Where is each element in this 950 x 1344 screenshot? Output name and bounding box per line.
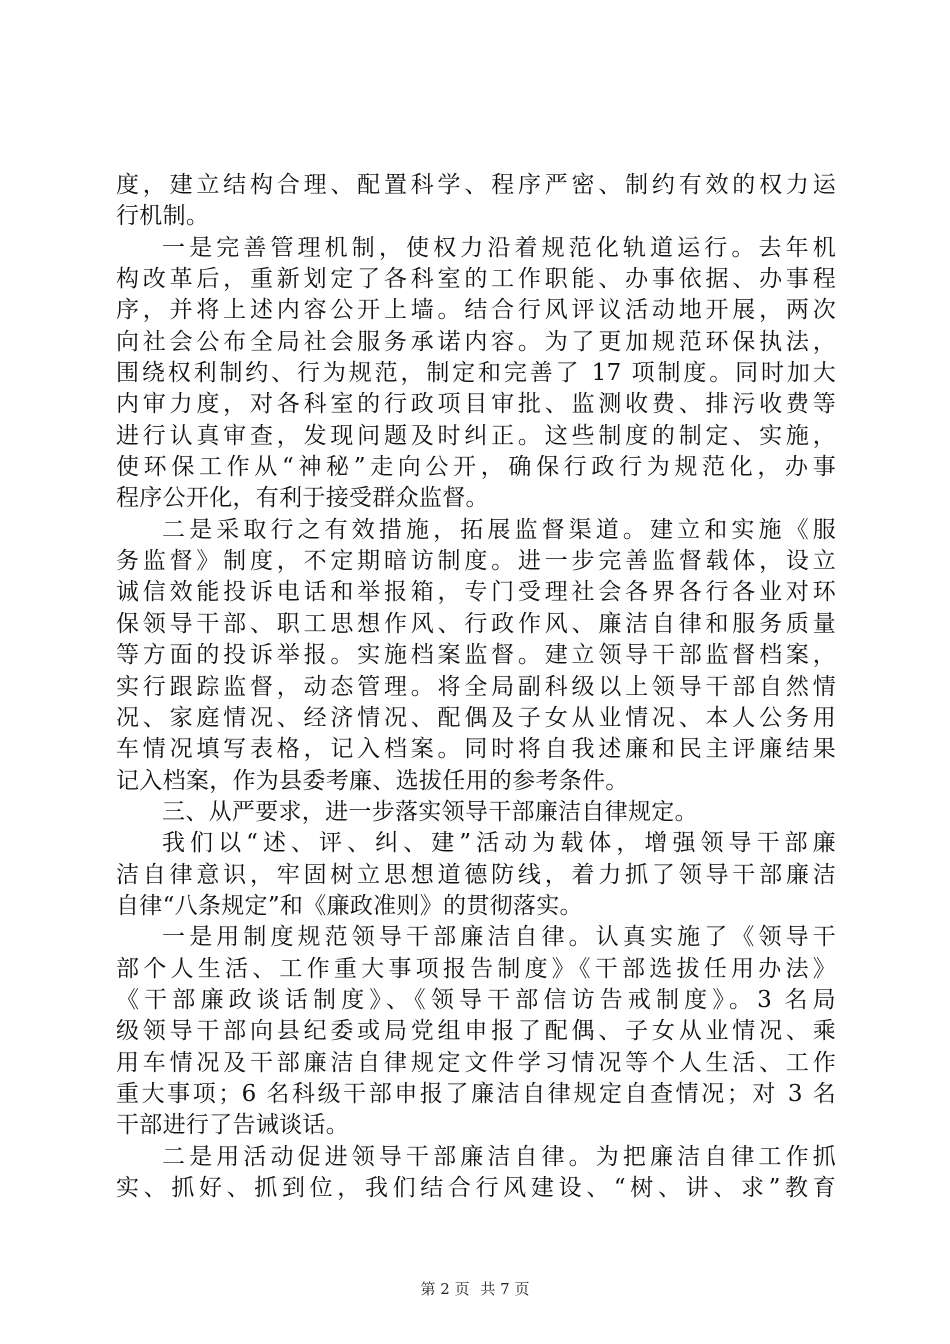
- text-line: 行机制。: [116, 203, 210, 230]
- text-line: 围绕权利制约、行为规范，制定和完善了 17 项制度。同时加大: [116, 360, 836, 387]
- text-line: 内审力度，对各科室的行政项目审批、监测收费、排污收费等: [116, 391, 836, 418]
- text-line: 实、抓好、抓到位，我们结合行风建设、“树、讲、求”教育: [116, 1175, 836, 1201]
- text-line: 构改革后，重新划定了各科室的工作职能、办事依据、办事程: [116, 266, 836, 293]
- text-line: 用车情况及干部廉洁自律规定文件学习情况等个人生活、工作: [116, 1049, 836, 1076]
- text-line: 我们以“述、评、纠、建”活动为载体，增强领导干部廉: [162, 830, 836, 857]
- text-line: 记入档案，作为县委考廉、选拔任用的参考条件。: [116, 767, 629, 794]
- page-total: 共 7 页: [480, 1280, 530, 1298]
- text-line: 进行认真审查，发现问题及时纠正。这些制度的制定、实施，: [116, 422, 836, 449]
- page-number: 第 2 页: [420, 1280, 470, 1298]
- text-line: 洁自律意识，牢固树立思想道德防线，着力抓了领导干部廉洁: [116, 861, 836, 888]
- text-line: 序，并将上述内容公开上墙。结合行风评议活动地开展，两次: [116, 297, 836, 324]
- text-line: 务监督》制度，不定期暗访制度。进一步完善监督载体，设立: [116, 548, 836, 575]
- text-line: 向社会公布全局社会服务承诺内容。为了更加规范环保执法，: [116, 328, 836, 355]
- text-line: 自律“八条规定”和《廉政准则》的贯彻落实。: [116, 892, 583, 919]
- text-line: 干部进行了告诫谈话。: [116, 1112, 349, 1139]
- text-line: 使环保工作从“神秘”走向公开，确保行政行为规范化，办事: [116, 454, 836, 481]
- text-line: 度，建立结构合理、配置科学、程序严密、制约有效的权力运: [116, 172, 836, 198]
- page-footer: [0, 1278, 950, 1299]
- text-line: 三、从严要求，进一步落实领导干部廉洁自律规定。: [162, 798, 698, 825]
- text-line: 《干部廉政谈话制度》、《领导干部信访告戒制度》。3 名局: [116, 986, 836, 1013]
- text-line: 部个人生活、工作重大事项报告制度》《干部选拔任用办法》: [116, 955, 836, 982]
- text-line: 一是用制度规范领导干部廉洁自律。认真实施了《领导干: [162, 924, 836, 951]
- text-line: 重大事项；6 名科级干部申报了廉洁自律规定自查情况；对 3 名: [116, 1080, 836, 1107]
- text-line: 二是用活动促进领导干部廉洁自律。为把廉洁自律工作抓: [162, 1143, 836, 1170]
- text-line: 二是采取行之有效措施，拓展监督渠道。建立和实施《服: [162, 516, 836, 543]
- text-line: 车情况填写表格，记入档案。同时将自我述廉和民主评廉结果: [116, 736, 836, 763]
- text-line: 程序公开化，有利于接受群众监督。: [116, 485, 489, 512]
- document-body: [116, 170, 836, 1204]
- text-line: 级领导干部向县纪委或局党组申报了配偶、子女从业情况、乘: [116, 1018, 836, 1045]
- text-line: 等方面的投诉举报。实施档案监督。建立领导干部监督档案，: [116, 642, 836, 669]
- text-line: 实行跟踪监督，动态管理。将全局副科级以上领导干部自然情: [116, 673, 836, 700]
- text-line: 诚信效能投诉电话和举报箱，专门受理社会各界各行各业对环: [116, 579, 836, 606]
- text-line: 一是完善管理机制，使权力沿着规范化轨道运行。去年机: [162, 234, 836, 261]
- text-line: 况、家庭情况、经济情况、配偶及子女从业情况、本人公务用: [116, 704, 836, 731]
- text-line: 保领导干部、职工思想作风、行政作风、廉洁自律和服务质量: [116, 610, 836, 637]
